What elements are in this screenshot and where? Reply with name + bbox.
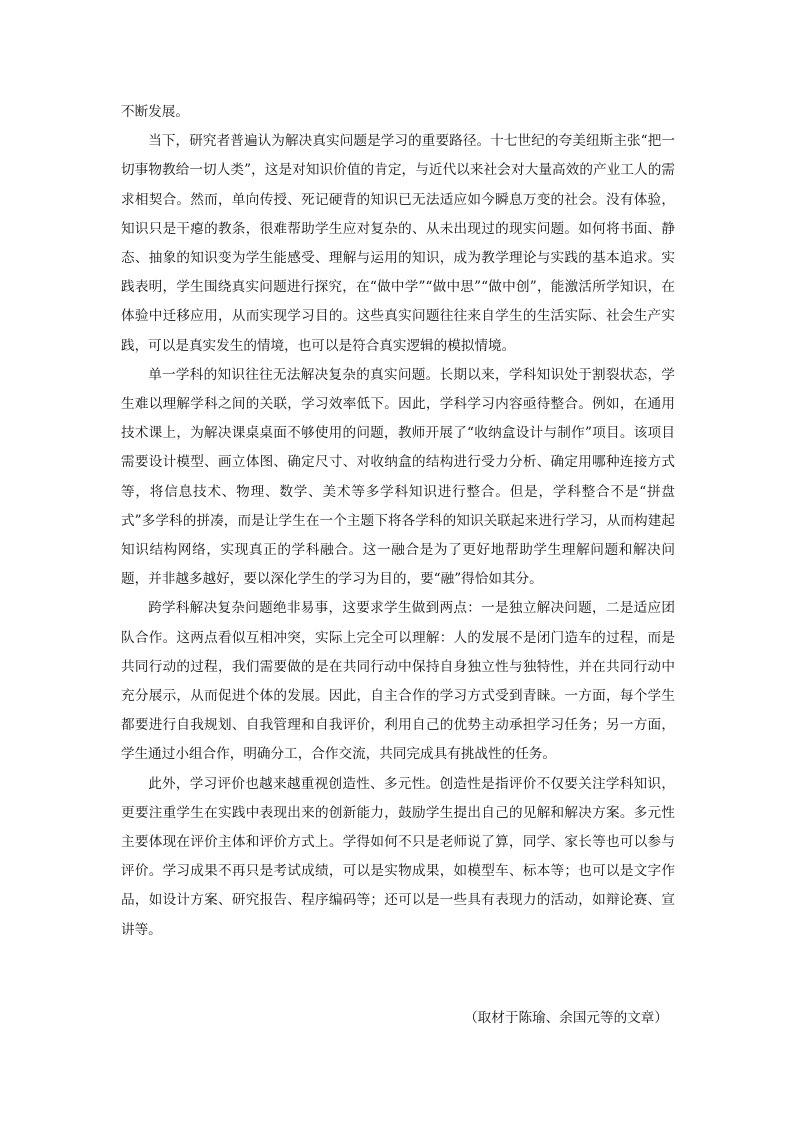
paragraph-continuation: 不断发展。	[121, 104, 189, 120]
source-attribution: （取材于陈瑜、余国元等的文章）	[464, 1010, 668, 1026]
paragraph-evaluation: 此外，学习评价也越来越重视创造性、多元性。创造性是指评价不仅要关注学科知识，更要注重学生在实践中表现出来的创新能力，鼓励学生提出自己的见解和解决方案。多元性主要体现在评价主体和评价方式上。学得如何不只是老师说了算，同学、家长等也可以参与评价。学习成果不再只是考试成绩，可以是实物成果，如模型车、标本等；也可以是文字作品，如设计方案、研究报告、程序编码等；还可以是一些具有表现力的活动，如辩论赛、宣讲等。	[121, 775, 675, 938]
article-body	[121, 98, 675, 945]
paragraph-real-problems: 当下，研究者普遍认为解决真实问题是学习的重要路径。十七世纪的夸美纽斯主张“把一切事物教给一切人类”，这是对知识价值的肯定，与近代以来社会对大量高效的产业工人的需求相契合。然而，单向传授、死记硬背的知识已无法适应如今瞬息万变的社会。没有体验，知识只是干瘪的教条，很难帮助学生应对复杂的、从未出现过的现实问题。如何将书面、静态、抽象的知识变为学生能感受、理解与运用的知识，成为教学理论与实践的基本追求。实践表明，学生围绕真实问题进行探究，在“做中学”“做中思”“做中创”，能激活所学知识，在体验中迁移应用，从而实现学习目的。这些真实问题往往来自学生的生活实际、社会生产实践，可以是真实发生的情境，也可以是符合真实逻辑的模拟情境。	[121, 133, 675, 354]
paragraph-interdisciplinary: 单一学科的知识往往无法解决复杂的真实问题。长期以来，学科知识处于割裂状态，学生难以理解学科之间的关联，学习效率低下。因此，学科学习内容亟待整合。例如，在通用技术课上，为解决课桌桌面不够使用的问题，教师开展了“收纳盒设计与制作”项目。该项目需要设计模型、画立体图、确定尺寸、对收纳盒的结构进行受力分析、确定用哪种连接方式等，将信息技术、物理、数学、美术等多学科知识进行整合。但是，学科整合不是“拼盘式”多学科的拼凑，而是让学生在一个主题下将各学科的知识关联起来进行学习，从而构建起知识结构网络，实现真正的学科融合。这一融合是为了更好地帮助学生理解问题和解决问题，并非越多越好，要以深化学生的学习为目的，要“融”得恰如其分。	[121, 366, 675, 588]
paragraph-cooperation: 跨学科解决复杂问题绝非易事，这要求学生做到两点：一是独立解决问题，二是适应团队合作。这两点看似互相冲突，实际上完全可以理解：人的发展不是闭门造车的过程，而是共同行动的过程，我们需要做的是在共同行动中保持自身独立性与独特性，并在共同行动中充分展示，从而促进个体的发展。因此，自主合作的学习方式受到青睐。一方面，每个学生都要进行自我规划、自我管理和自我评价，利用自己的优势主动承担学习任务；另一方面，学生通过小组合作，明确分工，合作交流，共同完成具有挑战性的任务。	[121, 600, 675, 763]
